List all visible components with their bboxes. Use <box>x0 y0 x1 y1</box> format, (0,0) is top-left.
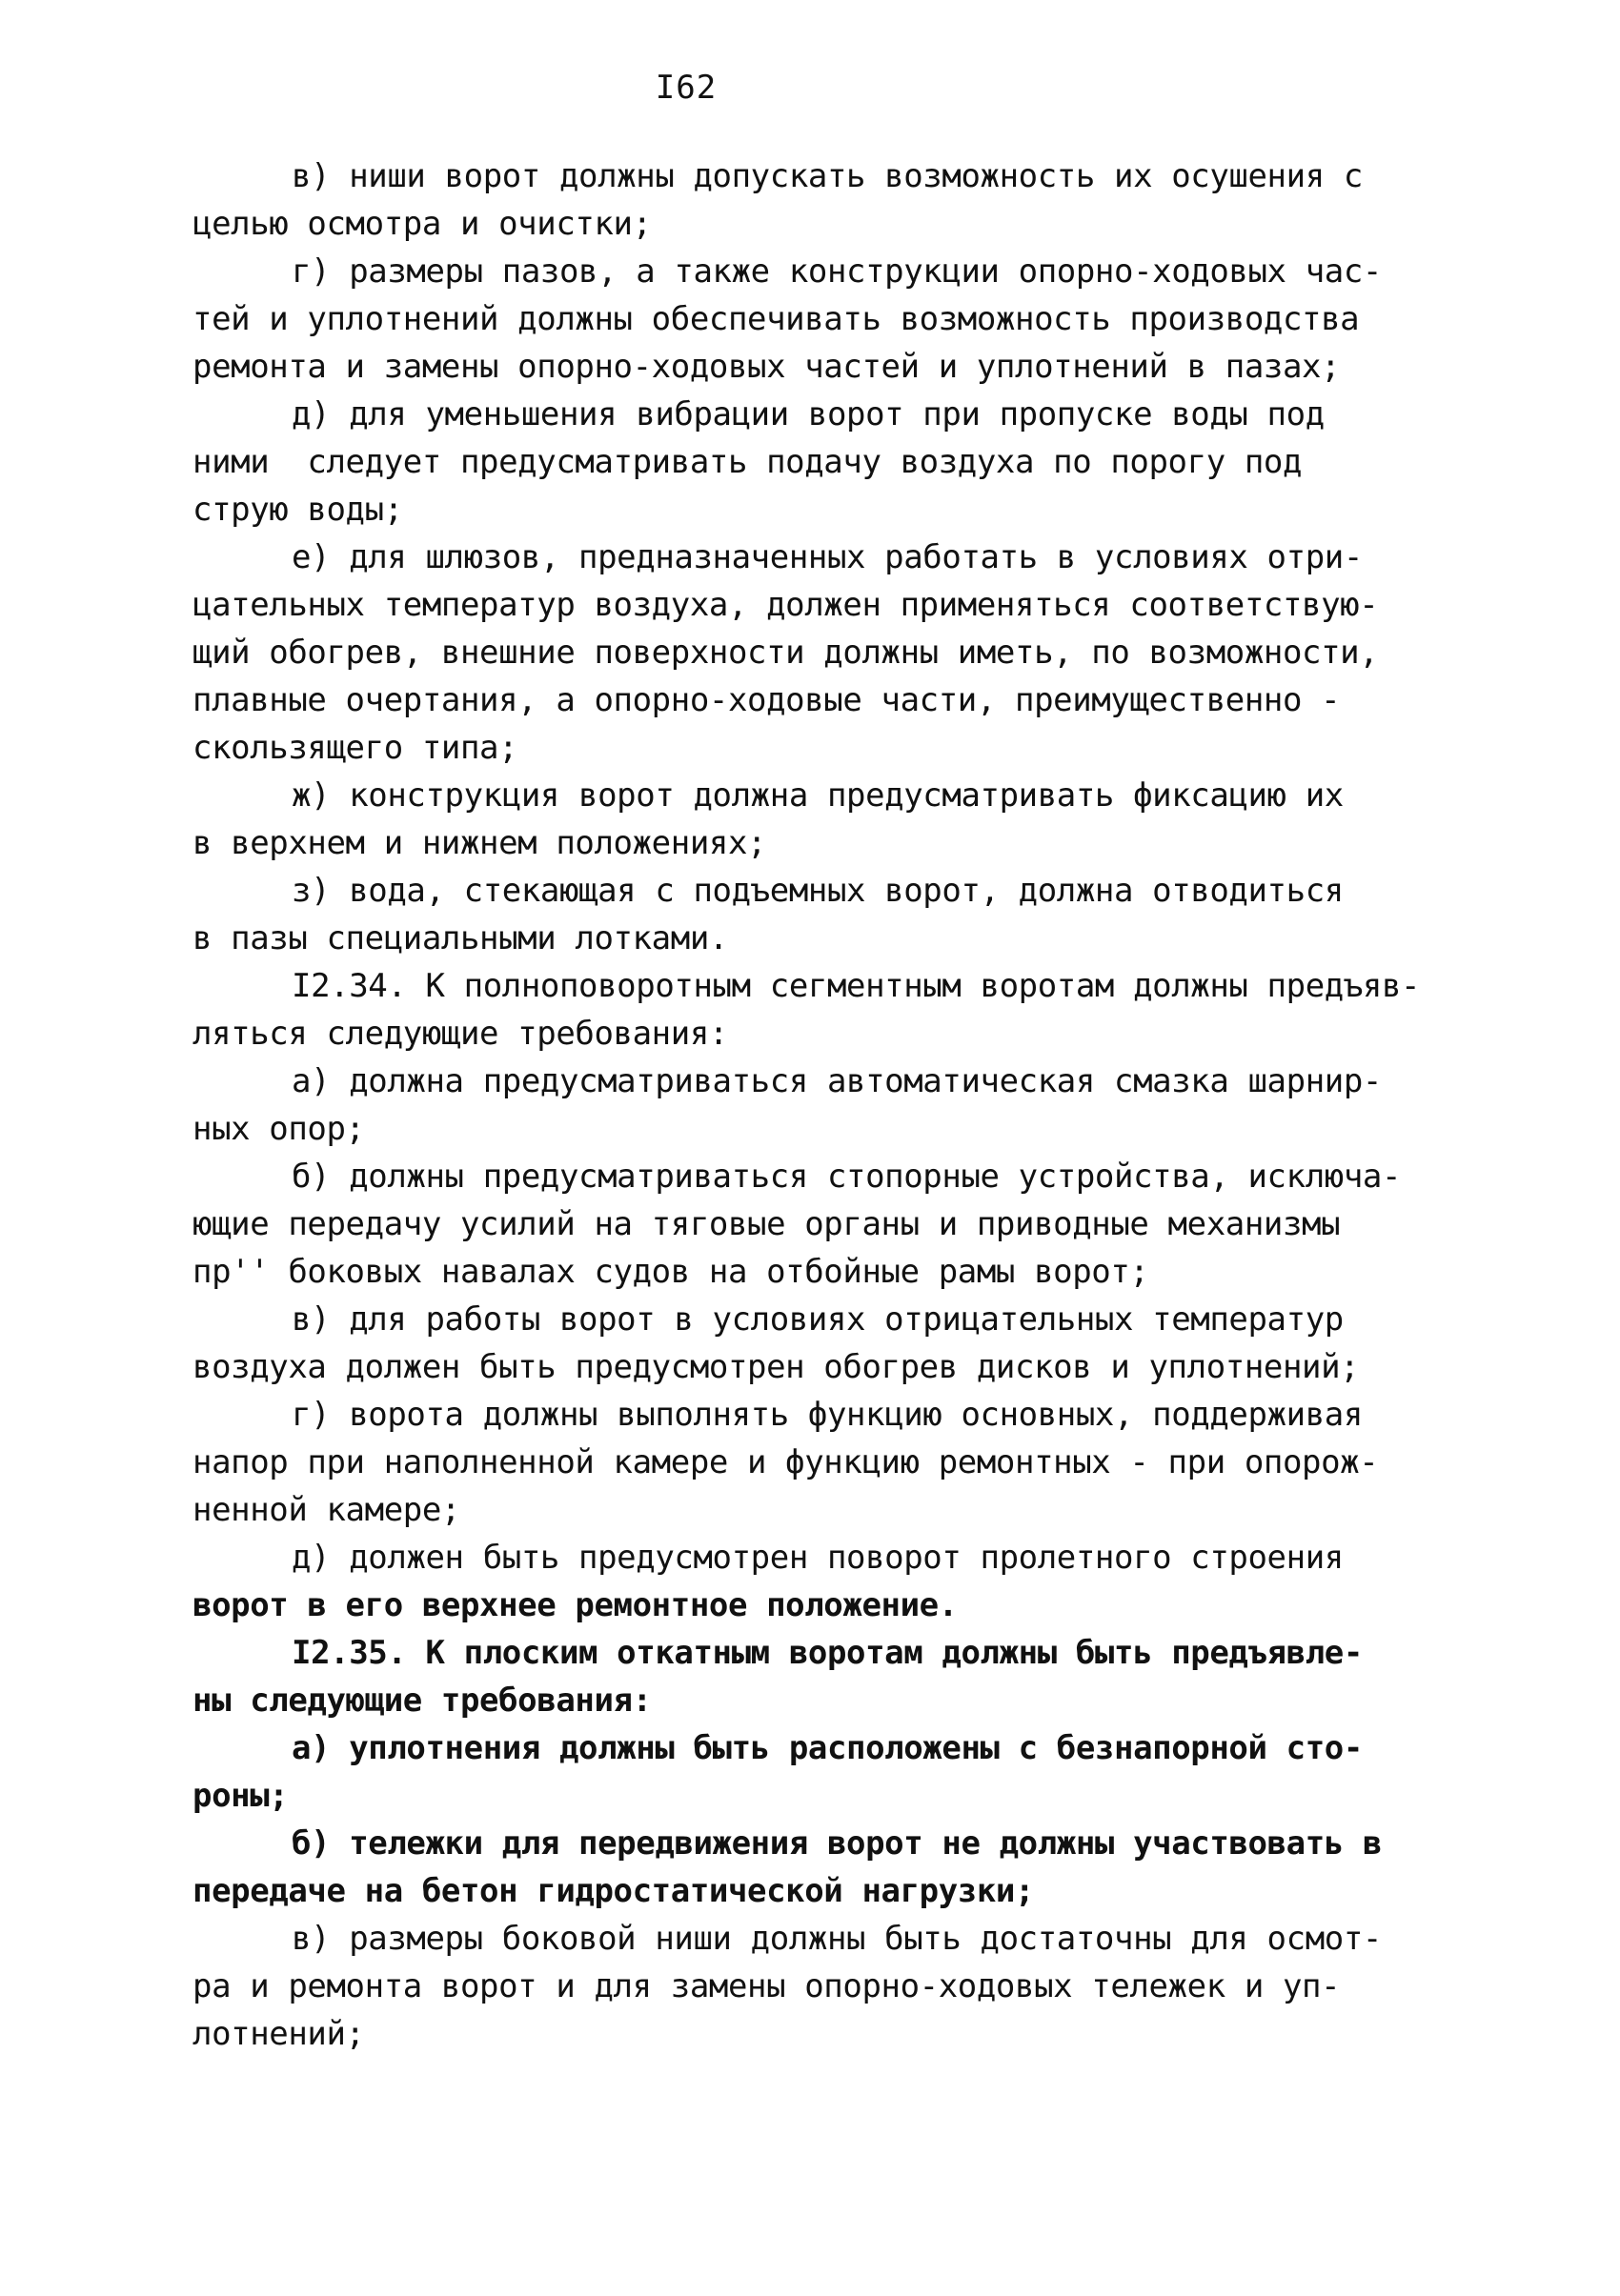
text-line: I2.34. К полноповоротным сегментным воротам должны предъяв- <box>292 967 1421 1005</box>
text-line: ляться следующие требования: <box>192 1015 728 1053</box>
text-line: в) размеры боковой ниши должны быть достаточны для осмот- <box>292 1920 1382 1958</box>
text-line: з) вода, стекающая с подъемных ворот, должна отводиться <box>292 872 1344 910</box>
text-line: в) для работы ворот в условиях отрицательных температур <box>292 1300 1344 1339</box>
text-line: плавные очертания, а опорно-ходовые части, преимущественно - <box>192 681 1341 719</box>
document-body <box>192 152 1441 2058</box>
text-line: роны; <box>192 1777 289 1815</box>
text-line: лотнений; <box>192 2015 365 2053</box>
text-line: а) должна предусматриваться автоматическая смазка шарнир- <box>292 1062 1382 1100</box>
text-line: напор при наполненной камере и функцию ремонтных - при опорож- <box>192 1443 1379 1481</box>
text-line: в пазы специальными лотками. <box>192 919 728 957</box>
text-line: ных опор; <box>192 1110 365 1148</box>
text-line: тей и уплотнений должны обеспечивать возможность производства <box>192 300 1360 338</box>
text-line: ж) конструкция ворот должна предусматривать фиксацию их <box>292 776 1344 815</box>
text-line: ремонта и замены опорно-ходовых частей и уплотнений в пазах; <box>192 348 1341 386</box>
text-line: ворот в его верхнее ремонтное положение. <box>192 1586 958 1624</box>
text-line: ющие передачу усилий на тяговые органы и приводные механизмы <box>192 1205 1341 1243</box>
text-line: ра и ремонта ворот и для замены опорно-ходовых тележек и уп- <box>192 1967 1341 2005</box>
text-line: струю воды; <box>192 491 403 529</box>
text-line: а) уплотнения должны быть расположены с безнапорной сто- <box>292 1729 1363 1767</box>
text-line: ними следует предусматривать подачу воздуха по порогу под <box>192 443 1303 481</box>
text-line: передаче на бетон гидростатической нагрузки; <box>192 1872 1035 1910</box>
text-line: д) должен быть предусмотрен поворот пролетного строения <box>292 1539 1344 1577</box>
text-line: скользящего типа; <box>192 729 518 767</box>
page-number: I62 <box>655 69 718 107</box>
text-line: цательных температур воздуха, должен применяться соответствую- <box>192 586 1379 624</box>
text-line: б) тележки для передвижения ворот не должны участвовать в <box>292 1824 1382 1863</box>
text-line: ненной камере; <box>192 1491 460 1529</box>
text-line: д) для уменьшения вибрации ворот при пропуске воды под <box>292 395 1325 433</box>
text-line: в) ниши ворот должны допускать возможность их осушения с <box>292 157 1363 195</box>
text-line: в верхнем и нижнем положениях; <box>192 824 767 862</box>
text-line: пр'' боковых навалах судов на отбойные рамы ворот; <box>192 1253 1149 1291</box>
text-line: целью осмотра и очистки; <box>192 205 652 243</box>
text-line: б) должны предусматриваться стопорные устройства, исключа- <box>292 1158 1402 1196</box>
text-line: г) ворота должны выполнять функцию основных, поддерживая <box>292 1396 1363 1434</box>
text-line: ны следующие требования: <box>192 1682 652 1720</box>
text-line: е) для шлюзов, предназначенных работать в условиях отри- <box>292 538 1363 576</box>
text-line: г) размеры пазов, а также конструкции опорно-ходовых час- <box>292 252 1382 291</box>
text-line: I2.35. К плоским откатным воротам должны быть предъявле- <box>292 1634 1363 1672</box>
text-line: щий обогрев, внешние поверхности должны иметь, по возможности, <box>192 634 1379 672</box>
text-line: воздуха должен быть предусмотрен обогрев дисков и уплотнений; <box>192 1348 1360 1386</box>
